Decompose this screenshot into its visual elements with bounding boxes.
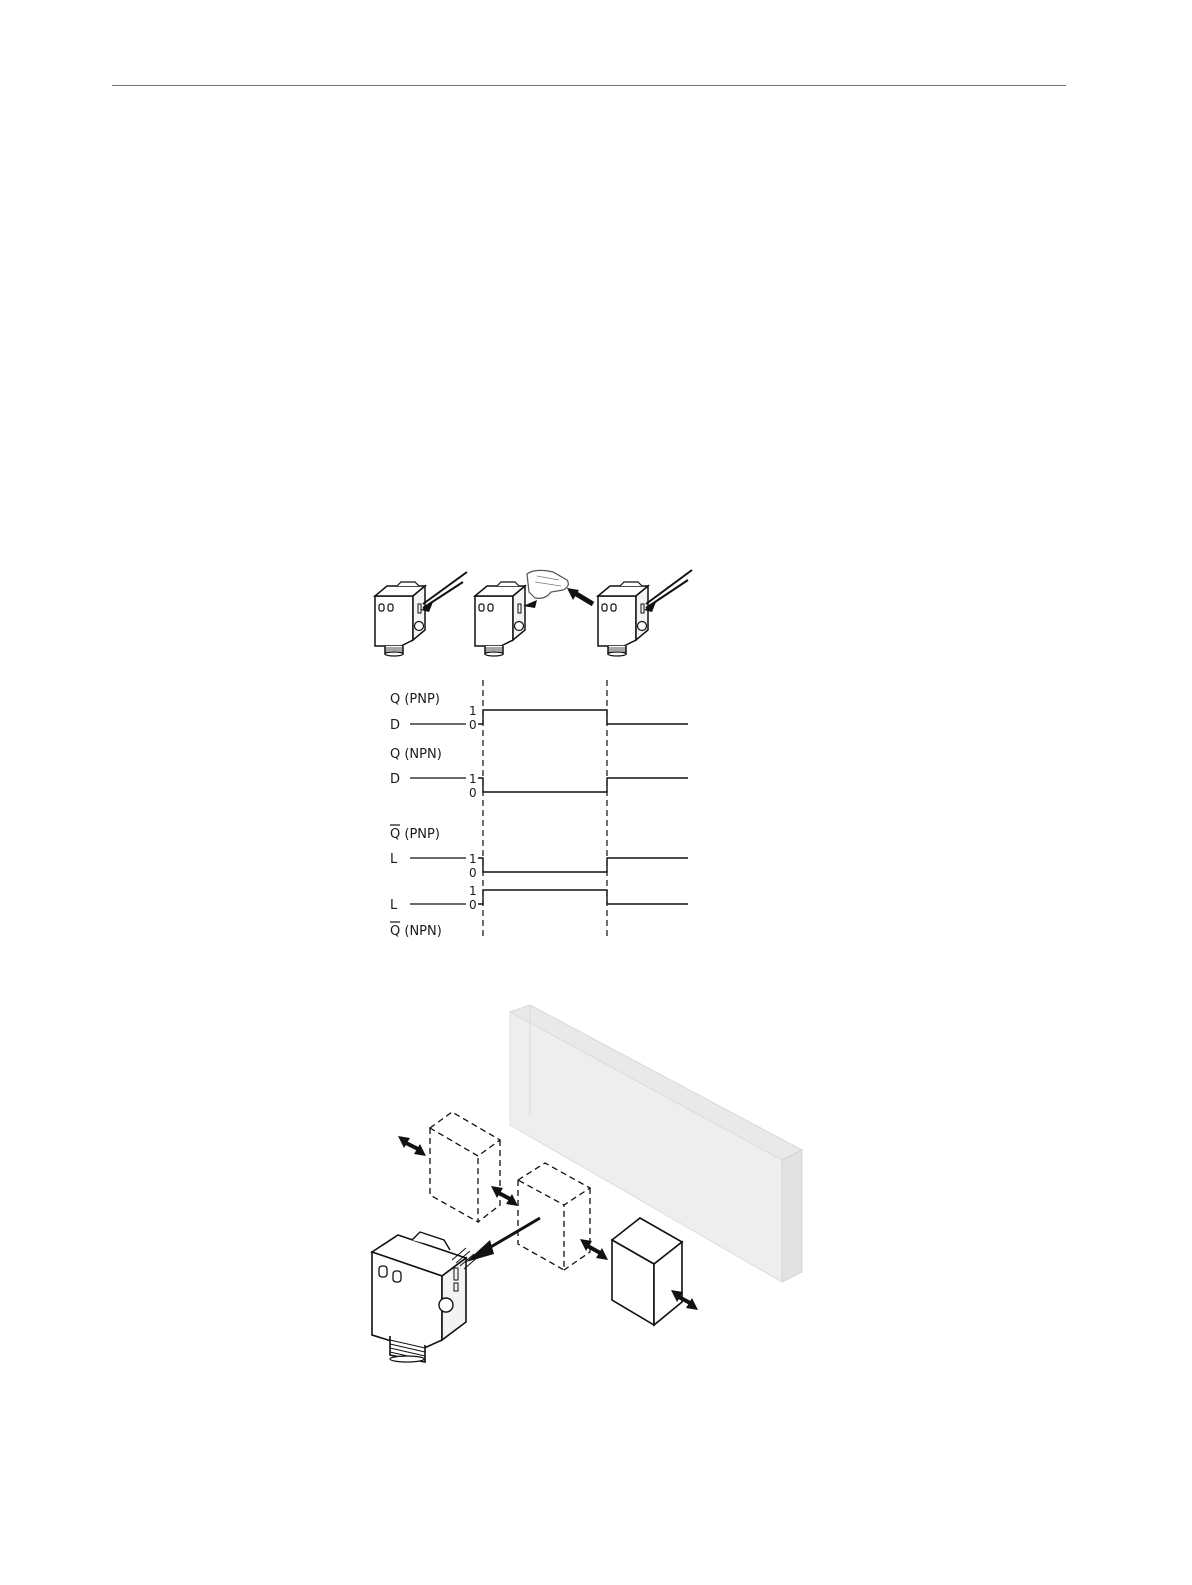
signal-name-bar: Q	[390, 827, 401, 842]
photoelectric-sensor-icon	[475, 582, 525, 656]
photoelectric-sensor-icon	[375, 582, 425, 656]
signal-name-rest: (NPN)	[400, 924, 442, 939]
photoelectric-sensor-icon	[372, 1232, 478, 1362]
svg-text:Q (NPN)	[390, 924, 442, 939]
waveform	[478, 778, 688, 792]
level-low: 0	[469, 786, 477, 800]
light-beam-icon	[421, 572, 467, 612]
signal-pin: L	[390, 852, 398, 867]
level-high: 1	[469, 884, 477, 898]
dashed-object-icon	[430, 1112, 500, 1222]
arrow-icon	[567, 588, 593, 604]
teach-step-1	[375, 572, 467, 656]
level-low: 0	[469, 898, 477, 912]
signal-name: Q (PNP)	[390, 692, 440, 707]
waveform	[478, 890, 688, 904]
teach-step-2	[475, 570, 593, 656]
dashed-object-icon	[518, 1163, 590, 1270]
background-scene	[372, 1005, 802, 1362]
signal-name-bar: Q	[390, 924, 401, 939]
timing-diagram	[390, 680, 688, 940]
double-arrow-icon	[491, 1186, 518, 1206]
signal-name: Q (NPN)	[390, 747, 442, 762]
level-high: 1	[469, 852, 477, 866]
object-box-icon	[612, 1218, 682, 1325]
double-arrow-icon	[580, 1239, 608, 1260]
level-low: 0	[469, 718, 477, 732]
signal-q-npn	[390, 747, 688, 800]
light-beam-icon	[466, 1218, 540, 1262]
level-low: 0	[469, 866, 477, 880]
light-beam-icon	[644, 570, 692, 612]
photoelectric-sensor-icon	[598, 582, 648, 656]
signal-qbar-pnp	[390, 825, 688, 880]
signal-q-pnp	[390, 692, 688, 733]
teach-step-3	[598, 570, 692, 656]
waveform	[478, 710, 688, 724]
waveform	[478, 858, 688, 872]
level-high: 1	[469, 772, 477, 786]
double-arrow-icon	[398, 1136, 426, 1156]
signal-pin: D	[390, 772, 401, 787]
svg-text:Q (PNP)	[390, 827, 440, 842]
hand-icon	[527, 570, 568, 598]
level-high: 1	[469, 704, 477, 718]
signal-qbar-npn	[390, 884, 688, 939]
signal-name-rest: (PNP)	[400, 827, 440, 842]
signal-pin: L	[390, 898, 398, 913]
signal-pin: D	[390, 718, 401, 733]
